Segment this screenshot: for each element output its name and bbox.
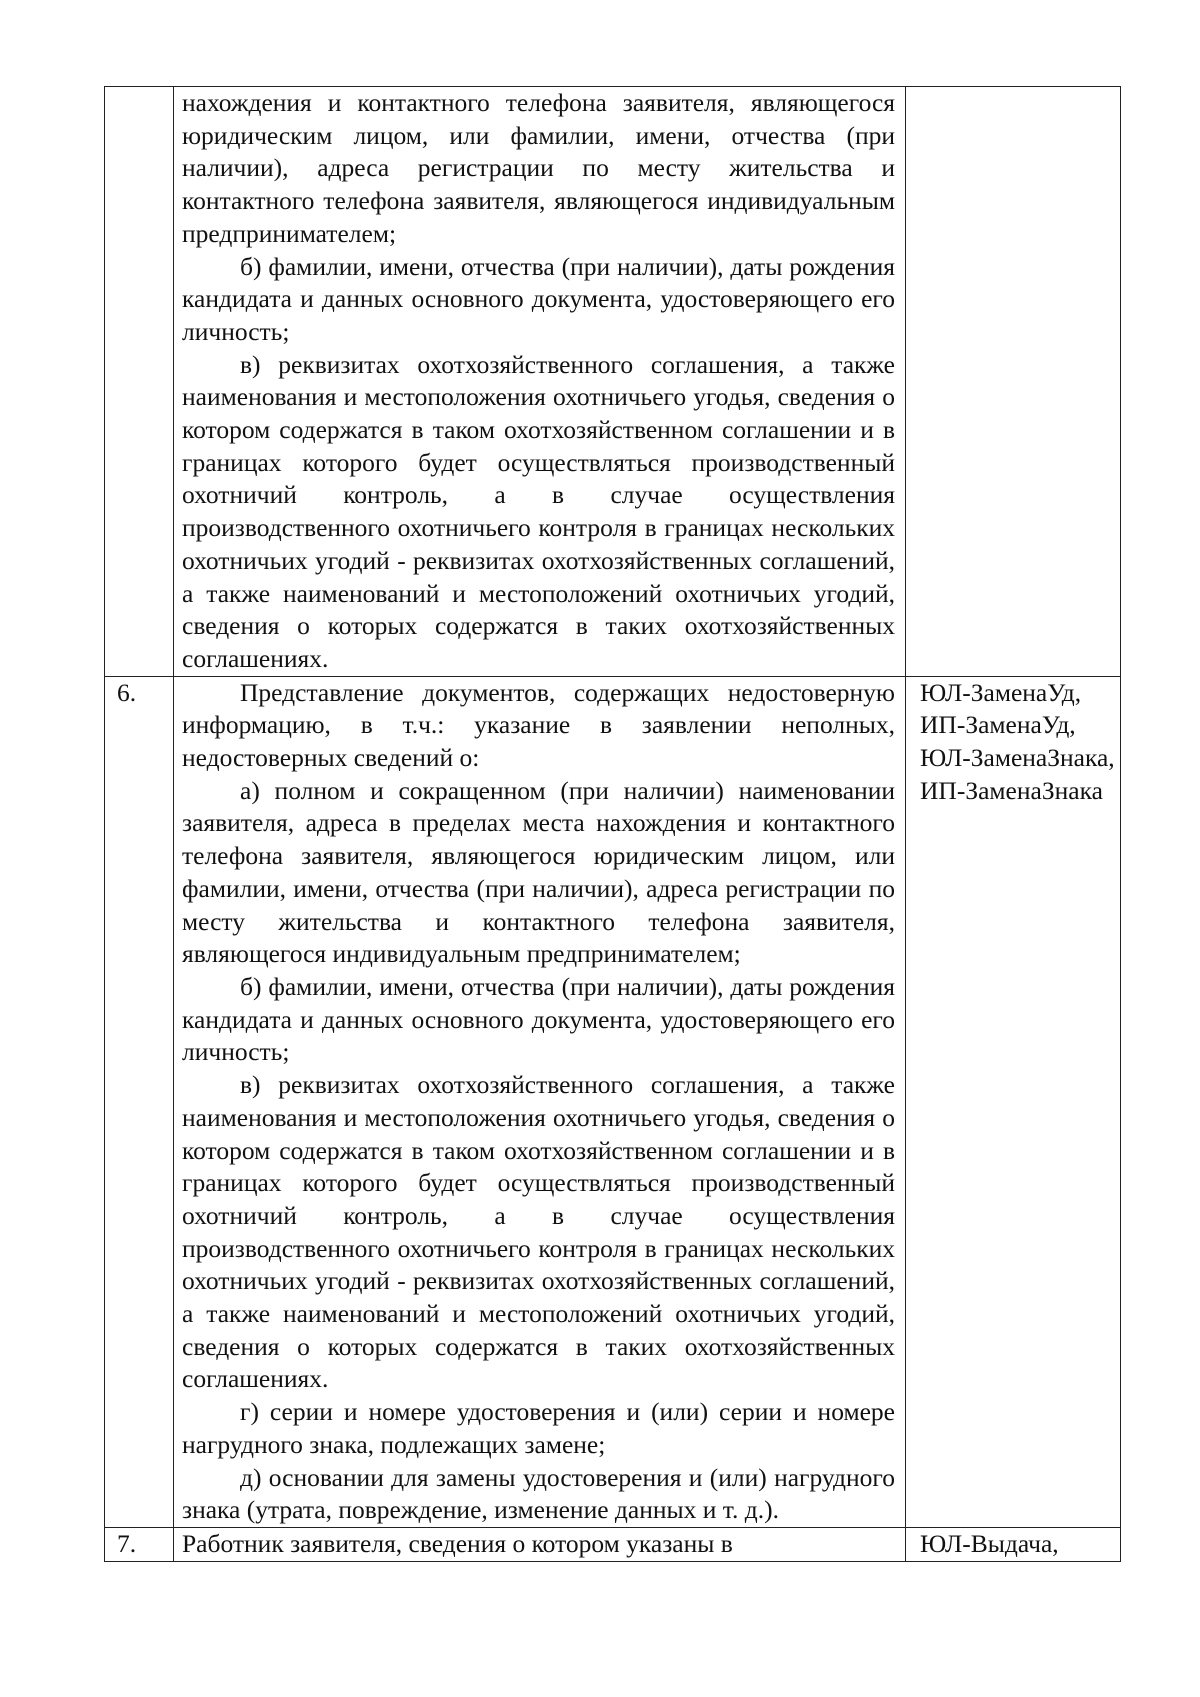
description-paragraph: Представление документов, содержащих недостоверную информацию, в т.ч.: указание в заявлении неполных, недостоверных сведений о: <box>182 677 895 773</box>
description-paragraph: б) фамилии, имени, отчества (при наличии), даты рождения кандидата и данных основного документа, удостоверяющего его личность; <box>182 251 895 346</box>
service-code: ЮЛ-Выдача, <box>920 1528 1059 1558</box>
description-paragraph: б) фамилии, имени, отчества (при наличии), даты рождения кандидата и данных основного документа, удостоверяющего его личность; <box>182 971 895 1067</box>
service-code: ИП-ЗаменаЗнака <box>920 775 1103 805</box>
requirements-table <box>104 86 1121 1562</box>
description-cell <box>174 1527 906 1561</box>
service-codes-cell <box>906 1527 1121 1561</box>
table-row <box>105 676 1121 1527</box>
description-paragraph: в) реквизитах охотхозяйственного соглашения, а также наименования и местоположения охотничьего угодья, сведения о котором содержатся в таком охотхозяйственном соглашении и в границах которого будет осуществляться производственный охотничий контроль, а в случае осуществления производственного охотничьего контроля в границах нескольких охотничьих угодий - реквизитах охотхозяйственных соглашений, а также наименований и местоположений охотничьих угодий, сведения о которых содержатся в таких охотхозяйственных соглашениях. <box>182 349 895 673</box>
service-codes-cell <box>906 676 1121 1527</box>
service-codes-cell <box>906 87 1121 677</box>
description-paragraph: Работник заявителя, сведения о котором указаны в <box>182 1528 733 1558</box>
row-number-cell <box>105 87 174 677</box>
description-paragraph: д) основании для замены удостоверения и (или) нагрудного знака (утрата, повреждение, изменение данных и т. д.). <box>182 1462 895 1525</box>
service-code: ИП-ЗаменаУд, <box>920 710 1076 740</box>
description-paragraph: нахождения и контактного телефона заявителя, являющегося юридическим лицом, или фамилии, имени, отчества (при наличии), адреса регистрации по месту жительства и контактного телефона заявителя, являющегося индивидуальным предпринимателем; <box>182 88 895 248</box>
row-number-cell <box>105 676 174 1527</box>
service-codes-list <box>920 677 1120 808</box>
table-body <box>105 87 1121 1562</box>
description-cell <box>174 87 906 677</box>
row-number: 7. <box>117 1528 137 1558</box>
service-codes-list <box>920 1528 1120 1561</box>
description-paragraph: г) серии и номере удостоверения и (или) серии и номере нагрудного знака, подлежащих замене; <box>182 1397 895 1459</box>
description-paragraph: а) полном и сокращенном (при наличии) наименовании заявителя, адреса в пределах места нахождения и контактного телефона заявителя, являющегося юридическим лицом, или фамилии, имени, отчества (при наличии), адреса регистрации по месту жительства и контактного телефона заявителя, являющегося индивидуальным предпринимателем; <box>182 775 895 969</box>
row-number-cell <box>105 1527 174 1561</box>
table-row <box>105 87 1121 677</box>
description-cell <box>174 676 906 1527</box>
description-paragraph: в) реквизитах охотхозяйственного соглашения, а также наименования и местоположения охотничьего угодья, сведения о котором содержатся в таком охотхозяйственном соглашении и в границах которого будет осуществляться производственный охотничий контроль, а в случае осуществления производственного охотничьего контроля в границах нескольких охотничьих угодий - реквизитах охотхозяйственных соглашений, а также наименований и местоположений охотничьих угодий, сведения о которых содержатся в таких охотхозяйственных соглашениях. <box>182 1070 895 1394</box>
service-code: ЮЛ-ЗаменаЗнака, <box>920 743 1115 773</box>
service-code: ЮЛ-ЗаменаУд, <box>920 677 1082 707</box>
table-row <box>105 1527 1121 1561</box>
row-number: 6. <box>117 677 137 707</box>
